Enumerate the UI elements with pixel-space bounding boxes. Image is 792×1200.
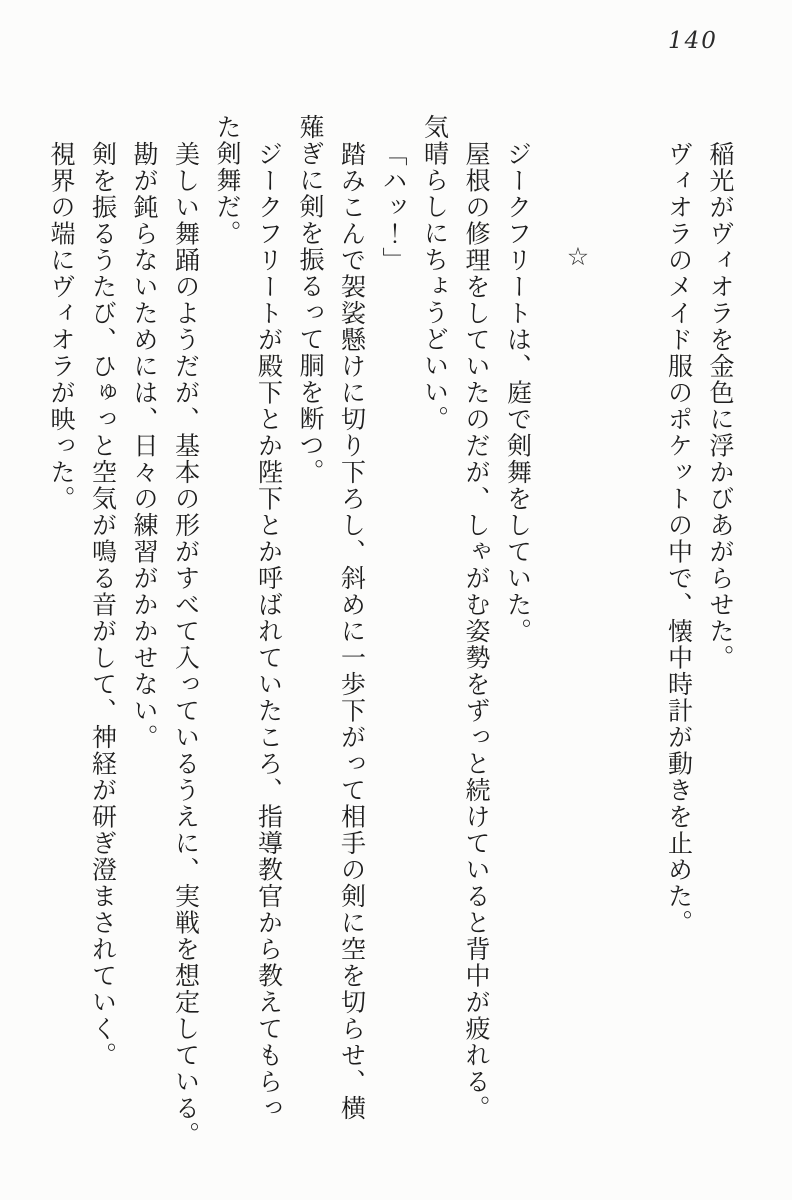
text-line: 剣を振るうたび、ひゅっと空気が鳴る音がして、神経が研ぎ澄まされていく。 [88, 140, 116, 1068]
text-line: ジークフリートは、庭で剣舞をしていた。 [503, 140, 531, 644]
text-line: 視界の端にヴィオラが映った。 [47, 140, 74, 512]
text-line: ジークフリートが殿下とか陛下とか呼ばれていたころ、指導教官から教えてもらっ [254, 140, 282, 1121]
text-line: 踏みこんで袈裟懸けに切り下ろし、斜めに一歩下がって相手の剣に空を切らせ、横 [337, 140, 365, 1121]
page-number: 140 [668, 28, 718, 54]
text-line: 稲光がヴィオラを金色に浮かびあがらせた。 [706, 140, 733, 671]
text-line: 薙ぎに剣を振るって胴を断つ。 [296, 114, 323, 485]
vertical-text-block [40, 114, 741, 1159]
section-divider-star: ☆ [563, 242, 591, 273]
text-line: 勘が鈍らないためには、日々の練習がかかせない。 [130, 140, 157, 750]
text-line: ヴィオラのメイド服のポケットの中で、懐中時計が動きを止めた。 [664, 140, 692, 936]
text-line: 屋根の修理をしていたのだが、しゃがむ姿勢をずっと続けていると背中が疲れる。 [462, 140, 489, 1121]
text-line: た剣舞だ。 [213, 114, 240, 247]
text-line: 気晴らしにちょうどいい。 [420, 114, 448, 432]
text-line: 美しい舞踊のようだが、基本の形がすべて入っているうえに、実戦を想定している。 [171, 140, 199, 1148]
text-line: 「ハッ！」 [379, 140, 406, 273]
